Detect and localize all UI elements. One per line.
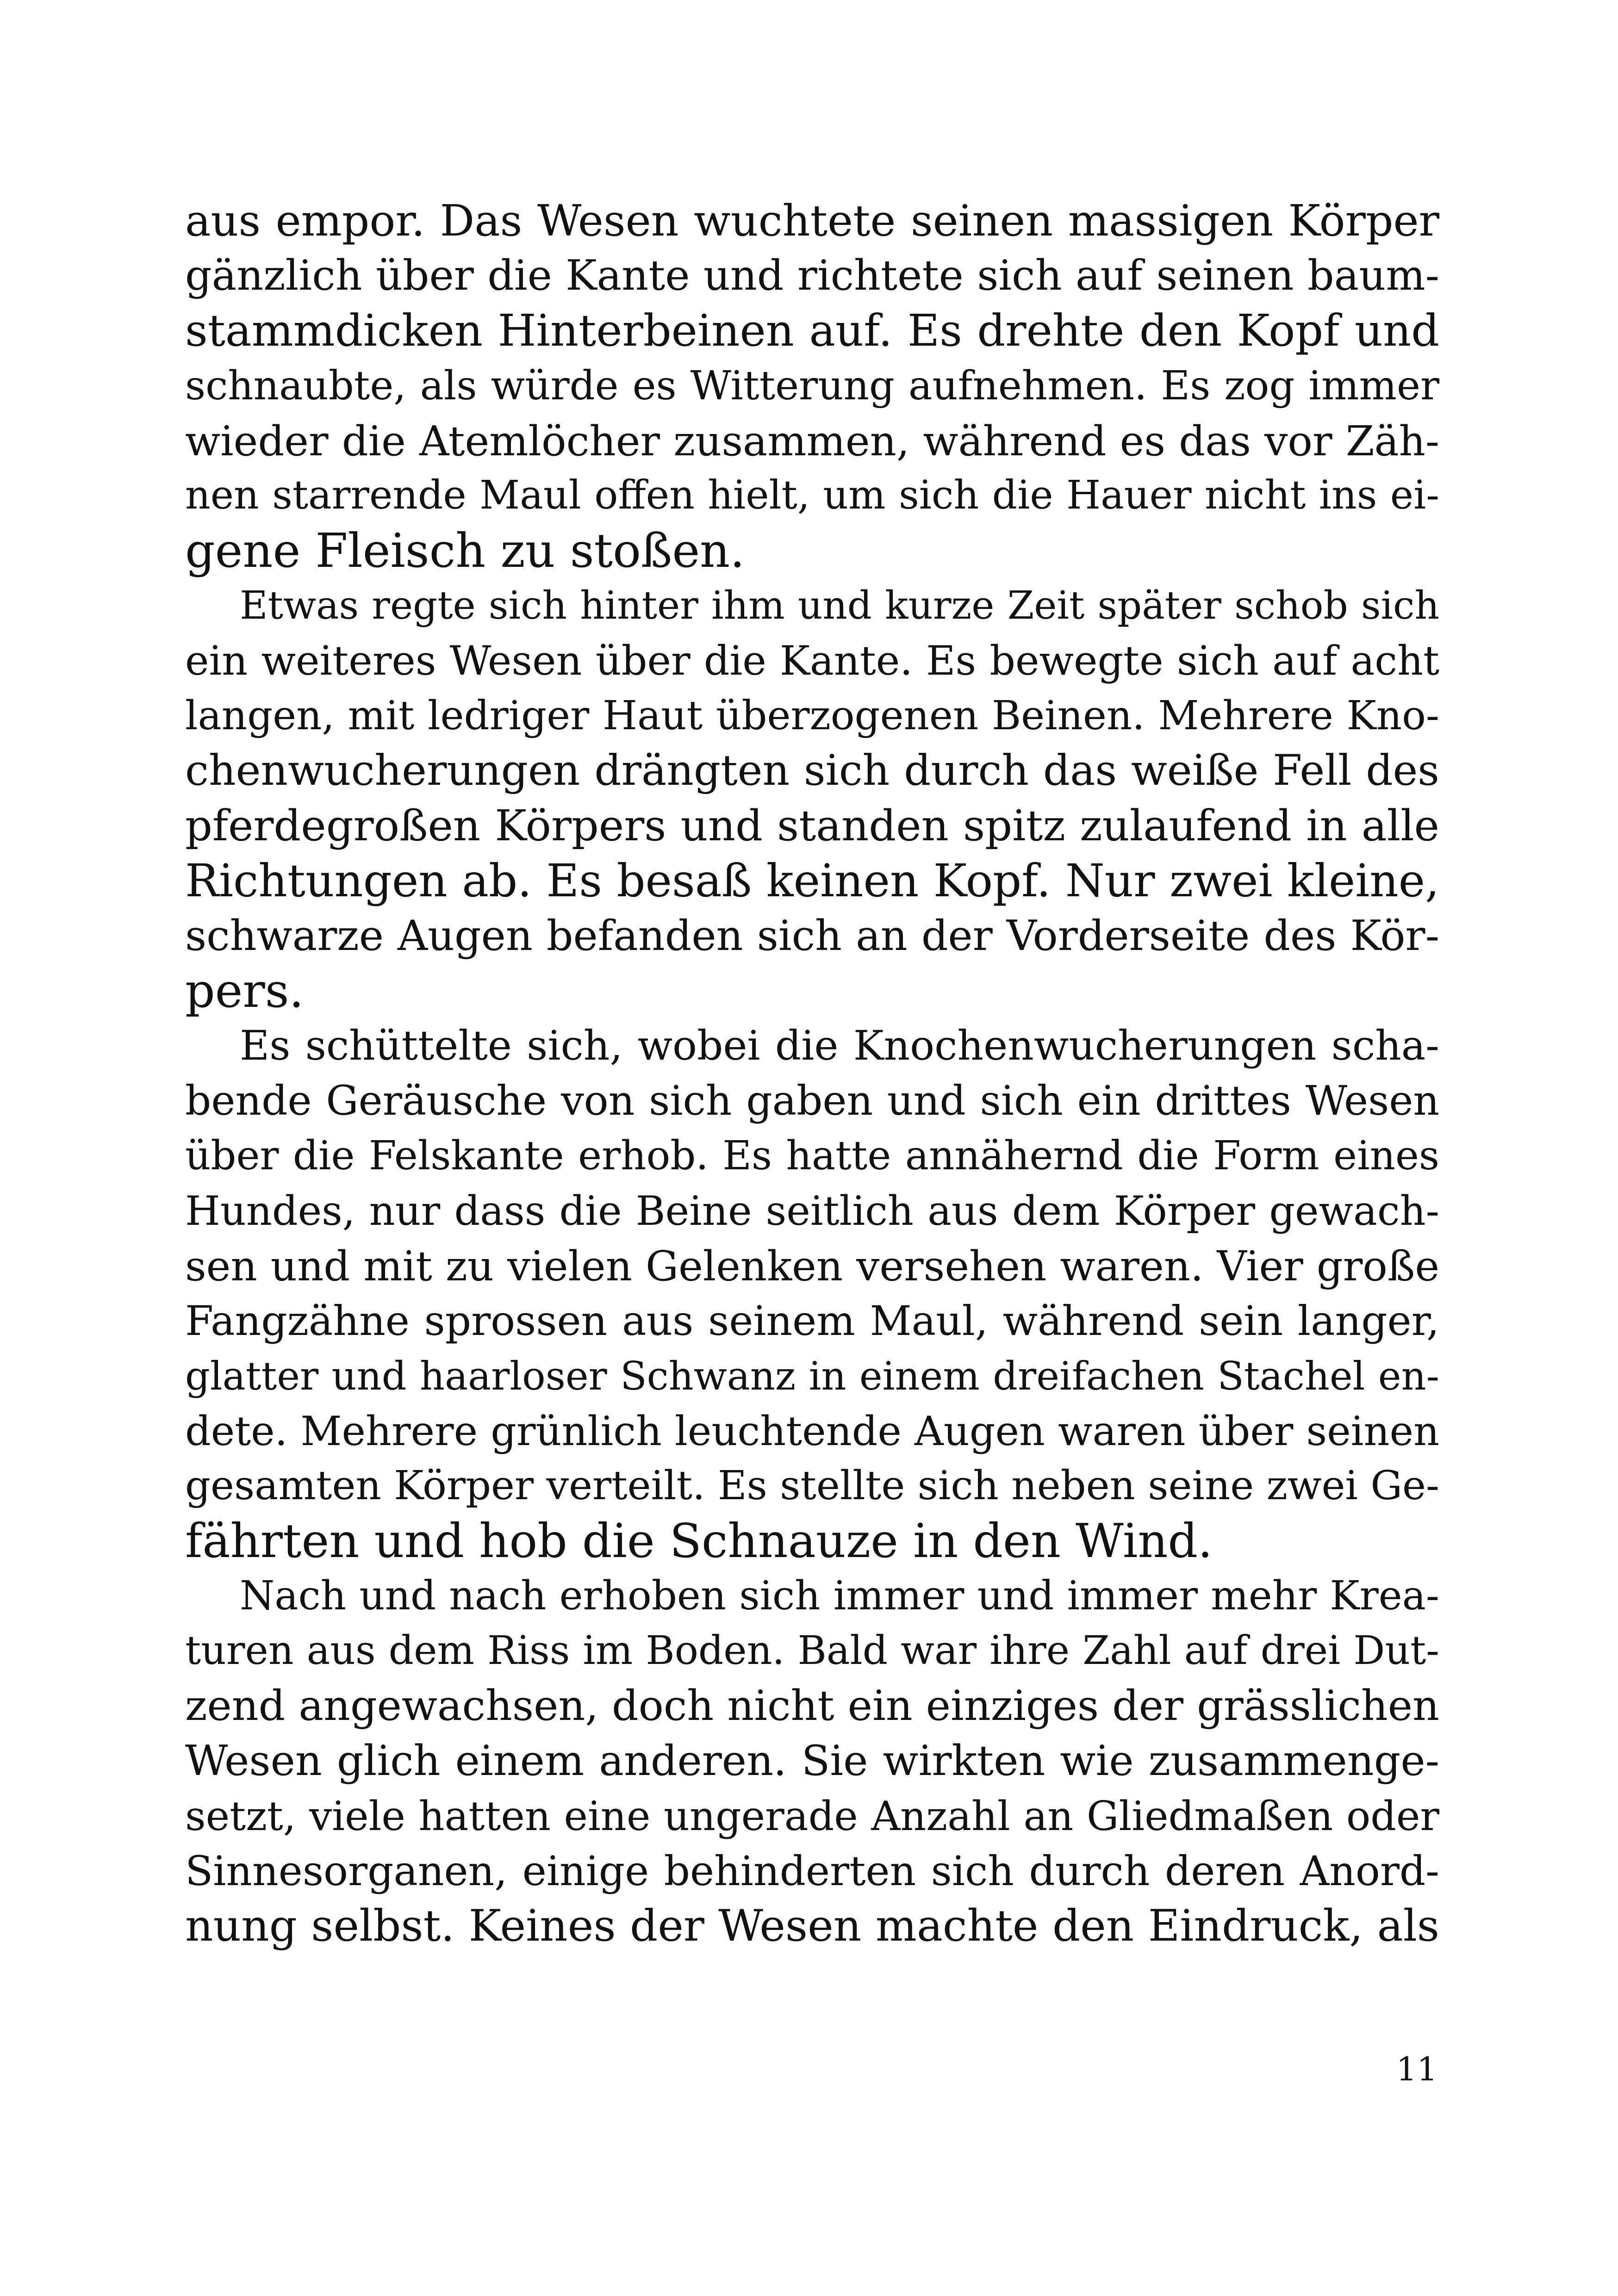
text-line: sen und mit zu vielen Gelenken versehen waren. Vier große: [185, 1241, 1439, 1290]
text-line: Etwas regte sich hinter ihm und kurze Zeit später schob sich: [240, 583, 1439, 628]
text-line: gänzlich über die Kante und richtete sich auf seinen baum-: [185, 251, 1439, 300]
text-line: nen starrende Maul offen hielt, um sich die Hauer nicht ins ei-: [185, 472, 1439, 519]
text-line: fährten und hob die Schnauze in den Wind.: [185, 1514, 1213, 1569]
text-line: zend angewachsen, doch nicht ein einziges der grässlichen: [185, 1682, 1439, 1731]
text-line: dete. Mehrere grünlich leuchtende Augen waren über seinen: [185, 1407, 1439, 1455]
text-line: pers.: [185, 963, 304, 1018]
text-line: bende Geräusche von sich gaben und sich ein drittes Wesen: [185, 1077, 1439, 1125]
text-line: Sinnesorganen, einige behinderten sich durch deren Anord-: [185, 1847, 1439, 1895]
text-line: ein weiteres Wesen über die Kante. Es bewegte sich auf acht: [185, 637, 1439, 685]
page-number: 11: [1396, 2050, 1438, 2088]
text-line: Nach und nach erhoben sich immer und immer mehr Krea-: [240, 1573, 1439, 1620]
text-line: gene Fleisch zu stoßen.: [185, 523, 745, 578]
text-line: glatter und haarloser Schwanz in einem dreifachen Stachel en-: [185, 1353, 1439, 1399]
text-line: Fangzähne sprossen aus seinem Maul, während sein langer,: [185, 1297, 1439, 1345]
text-line: Hundes, nur dass die Beine seitlich aus dem Körper gewach-: [185, 1187, 1439, 1235]
text-line: pferdegroßen Körpers und standen spitz zulaufend in alle: [185, 800, 1439, 850]
text-line: chenwucherungen drängten sich durch das weiße Fell des: [185, 746, 1439, 795]
text-line: turen aus dem Riss im Boden. Bald war ihre Zahl auf drei Dut-: [185, 1628, 1439, 1674]
text-line: Es schüttelte sich, wobei die Knochenwucherungen scha-: [240, 1022, 1439, 1070]
text-line: Richtungen ab. Es besaß keinen Kopf. Nur zwei kleine,: [185, 854, 1439, 907]
text-line: langen, mit ledriger Haut überzogenen Beinen. Mehrere Kno-: [185, 693, 1439, 739]
text-line: stammdicken Hinterbeinen auf. Es drehte den Kopf und: [185, 305, 1439, 356]
text-line: gesamten Körper verteilt. Es stellte sich neben seine zwei Ge-: [185, 1463, 1439, 1509]
text-line: schwarze Augen befanden sich an der Vorderseite des Kör-: [185, 911, 1439, 960]
text-line: schnaubte, als würde es Witterung aufnehmen. Es zog immer: [185, 362, 1439, 409]
text-line: nung selbst. Keines der Wesen machte den Eindruck, als: [185, 1900, 1439, 1951]
text-line: aus empor. Das Wesen wuchtete seinen massigen Körper: [185, 196, 1439, 246]
text-line: setzt, viele hatten eine ungerade Anzahl an Gliedmaßen oder: [185, 1792, 1439, 1840]
text-line: Wesen glich einem anderen. Sie wirkten wie zusammenge-: [185, 1736, 1439, 1785]
body-text: [185, 193, 1439, 1954]
text-line: über die Felskante erhob. Es hatte annähernd die Form eines: [185, 1133, 1439, 1179]
text-line: wieder die Atemlöcher zusammen, während es das vor Zäh-: [185, 416, 1439, 465]
